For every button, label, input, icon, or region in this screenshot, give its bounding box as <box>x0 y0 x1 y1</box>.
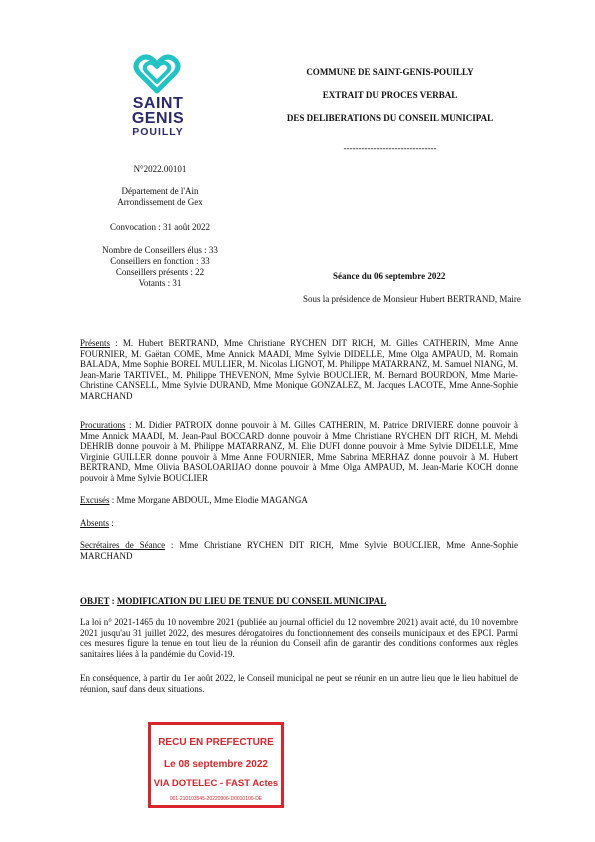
extrait-title: EXTRAIT DU PROCES VERBAL <box>322 90 458 100</box>
heart-logo-icon <box>131 53 183 95</box>
commune-title: COMMUNE DE SAINT-GENIS-POUILLY <box>306 67 474 77</box>
objet-sep: : <box>109 596 117 606</box>
prefecture-stamp <box>148 722 284 808</box>
procurations-text: : M. Didier PATROIX donne pouvoir à M. Gilles CATHERIN, M. Patrice DRIVIERE donne pouvoir à Mme Annick MAADI, M. Jean-Paul BOCCARD donne pouvoir à Mme Christiane RYCHEN DIT RICH, M. Mehdi DEHRIB donne pouvoir à M. Philippe MATARRANZ, M. Elie DUFI donne pouvoir à Mme Sylvie DIDELLE, Mme Virginie GUILLER donne pouvoir à Mme Anne FOURNIER, Mme Sabrina MERHAZ donne pouvoir à M. Hubert BERTRAND, Mme Olivia BASOLOARIJAO donne pouvoir à Mme Olga AMPAUD, M. Jean-Marie KOCH donne pouvoir à Mme Sylvie BOUCLIER <box>80 420 518 483</box>
stamp-line3: VIA DOTELEC - FAST Actes <box>153 778 279 789</box>
count-presents: Conseillers présents : 22 <box>115 267 205 277</box>
count-fonction: Conseillers en fonction : 33 <box>110 256 210 266</box>
logo-line2: GENIS <box>131 110 185 127</box>
logo-line3: POUILLY <box>132 126 184 138</box>
procurations-paragraph <box>80 420 518 484</box>
presents-paragraph <box>80 338 518 402</box>
procurations-label: Procurations <box>80 420 126 430</box>
presents-label: Présents <box>80 338 110 348</box>
count-votants: Votants : 31 <box>138 278 182 288</box>
absents-label: Absents <box>80 518 109 528</box>
count-elus: Nombre de Conseillers élus : 33 <box>102 245 218 255</box>
header-divider: ------------------------------- <box>343 143 437 153</box>
excuses-text: : Mme Morgane ABDOUL, Mme Elodie MAGANGA <box>109 495 308 505</box>
body-paragraph-2: En conséquence, à partir du 1er août 2022, le Conseil municipal ne peut se réunir en un autre lieu que le lieu habituel de réunion, sauf dans deux situations. <box>80 673 518 694</box>
arrondissement: Arrondissement de Gex <box>117 197 203 207</box>
seance-presidence: Sous la présidence de Monsieur Hubert BERTRAND, Maire <box>303 294 521 304</box>
departement: Département de l'Ain <box>121 186 199 196</box>
excuses-label: Excusés <box>80 495 110 505</box>
secretaires-label: Secrétaires de Séance <box>80 540 166 550</box>
reference-number: N°2022.00101 <box>133 164 187 174</box>
absents-text: : <box>109 518 114 528</box>
logo-line1: SAINT <box>132 95 184 112</box>
secretaires-text: : Mme Christiane RYCHEN DIT RICH, Mme Sylvie BOUCLIER, Mme Anne-Sophie MARCHAND <box>80 540 518 561</box>
excuses-paragraph <box>80 495 518 506</box>
stamp-line1: RECU EN PREFECTURE <box>158 737 274 748</box>
secretaires-paragraph <box>80 540 518 561</box>
body-paragraph-1: La loi n° 2021-1465 du 10 novembre 2021 (publiée au journal officiel du 12 novembre 2021) avait acté, du 10 novembre 2021 jusqu'au 31 juillet 2022, des mesures dérogatoires du fonctionnement des conseils municipaux et des EPCI. Parmi ces mesures figure la tenue en tout lieu de la réunion du Conseil afin de garantir des conditions conformes aux règles sanitaires liées à la pandémie du Covid-19. <box>80 617 518 659</box>
objet-line <box>80 596 518 607</box>
absents-paragraph <box>80 518 518 529</box>
objet-label: OBJET <box>80 596 110 606</box>
objet-title: MODIFICATION DU LIEU DE TENUE DU CONSEIL MUNICIPAL <box>116 596 387 606</box>
stamp-line4: 001-210103545-20220906-D0010100-DE <box>169 796 263 802</box>
stamp-line2: Le 08 septembre 2022 <box>164 759 268 770</box>
seance-title: Séance du 06 septembre 2022 <box>333 271 446 281</box>
deliberations-title: DES DELIBERATIONS DU CONSEIL MUNICIPAL <box>286 113 494 123</box>
logo-wordmark <box>118 96 198 138</box>
convocation: Convocation : 31 août 2022 <box>110 222 210 232</box>
presents-text: : M. Hubert BERTRAND, Mme Christiane RYCHEN DIT RICH, M. Gilles CATHERIN, Mme Anne FOURNIER, M. Gaëtan COME, Mme Annick MAADI, Mme Sylvie DIDELLE, Mme Olga AMPAUD, M. Romain BALADA, Mme Sophie BOREL MULLIER, M. Nicolas LIGNOT, M. Philippe MATARRANZ, M. Samuel NIANG, M. Jean-Marie TARTIVEL, M. Philippe THEVENON, Mme Sylvie BOUCLIER, M. Bernard BOURDON, Mme Marie-Christine CANSELL, Mme Sylvie DURAND, Mme Monique GONZALEZ, M. Jacques LACOTE, Mme Anne-Sophie MARCHAND <box>80 338 518 401</box>
